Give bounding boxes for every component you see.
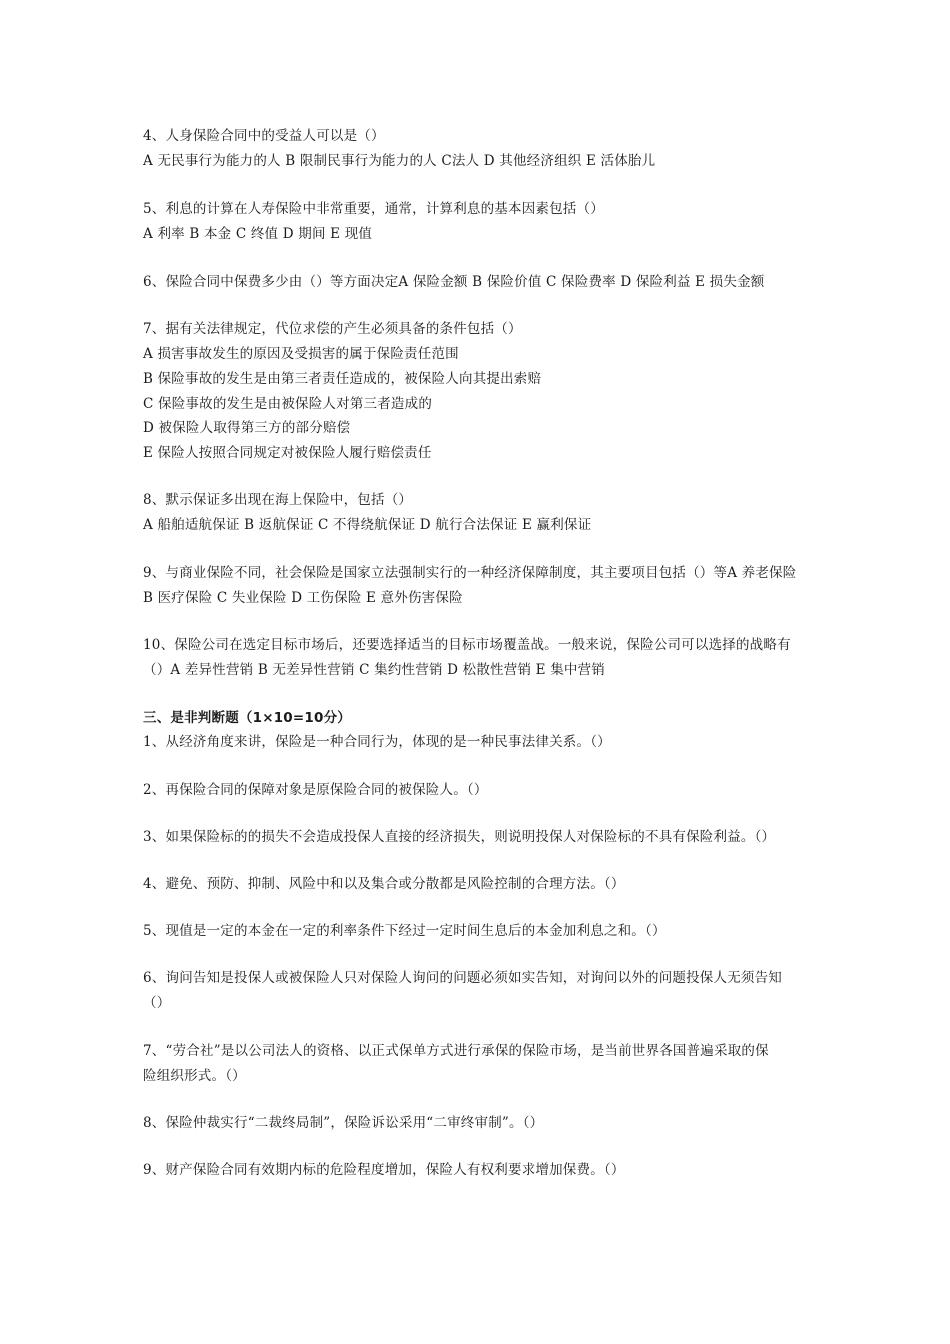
tf-4: 4、避免、预防、抑制、风险中和以及集合或分散都是风险控制的合理方法。（）	[143, 876, 625, 892]
q5-stem: 5、利息的计算在人寿保险中非常重要，通常，计算利息的基本因素包括（）	[143, 201, 604, 217]
q7-option-e: E 保险人按照合同规定对被保险人履行赔偿责任	[143, 445, 432, 461]
q9-line-2: B 医疗保险 C 失业保险 D 工伤保险 E 意外伤害保险	[143, 590, 463, 606]
tf-7-line-1: 7、“劳合社”是以公司法人的资格、以正式保单方式进行承保的保险市场，是当前世界各国普遍采取的保	[143, 1043, 769, 1059]
tf-5: 5、现值是一定的本金在一定的利率条件下经过一定时间生息后的本金加利息之和。（）	[143, 923, 666, 939]
q7-option-d: D 被保险人取得第三方的部分赔偿	[143, 420, 351, 436]
tf-2: 2、再保险合同的保障对象是原保险合同的被保险人。（）	[143, 782, 488, 798]
q6-stem: 6、保险合同中保费多少由（）等方面决定A 保险金额 B 保险价值 C 保险费率 D 保险利益 E 损失金额	[143, 274, 765, 290]
q7-option-b: B 保险事故的发生是由第三者责任造成的，被保险人向其提出索赔	[143, 371, 542, 387]
q10-line-1: 10、保险公司在选定目标市场后，还要选择适当的目标市场覆盖战。一般来说，保险公司可以选择的战略有	[143, 637, 791, 653]
q4-stem: 4、人身保险合同中的受益人可以是（）	[143, 128, 385, 144]
q7-stem: 7、据有关法律规定，代位求偿的产生必须具备的条件包括（）	[143, 321, 522, 337]
q7-option-a: A 损害事故发生的原因及受损害的属于保险责任范围	[143, 346, 459, 362]
q8-options: A 船舶适航保证 B 返航保证 C 不得绕航保证 D 航行合法保证 E 赢利保证	[143, 517, 592, 533]
q9-line-1: 9、与商业保险不同，社会保险是国家立法强制实行的一种经济保障制度，其主要项目包括（）等A 养老保险	[143, 565, 797, 581]
tf-3: 3、如果保险标的的损失不会造成投保人直接的经济损失，则说明投保人对保险标的不具有保险利益。（）	[143, 829, 776, 845]
q10-line-2: （）A 差异性营销 B 无差异性营销 C 集约性营销 D 松散性营销 E 集中营销	[143, 662, 605, 678]
q7-option-c: C 保险事故的发生是由被保险人对第三者造成的	[143, 396, 433, 412]
q4-options: A 无民事行为能力的人 B 限制民事行为能力的人 C法人 D 其他经济组织 E 活体胎儿	[143, 153, 656, 169]
tf-6-line-1: 6、询问告知是投保人或被保险人只对保险人询问的问题必须如实告知，对询问以外的问题投保人无须告知	[143, 970, 782, 986]
tf-9: 9、财产保险合同有效期内标的危险程度增加，保险人有权利要求增加保费。（）	[143, 1162, 625, 1178]
tf-8: 8、保险仲裁实行“二裁终局制”，保险诉讼采用“二审终审制”。（）	[143, 1115, 544, 1131]
tf-1: 1、从经济角度来讲，保险是一种合同行为，体现的是一种民事法律关系。（）	[143, 734, 611, 750]
q8-stem: 8、默示保证多出现在海上保险中，包括（）	[143, 492, 413, 508]
q5-options: A 利率 B 本金 C 终值 D 期间 E 现值	[143, 226, 373, 242]
tf-7-line-2: 险组织形式。（）	[143, 1068, 246, 1084]
section-3-heading: 三、是非判断题（1×10=10分）	[143, 710, 351, 726]
tf-6-line-2: （）	[143, 995, 171, 1011]
